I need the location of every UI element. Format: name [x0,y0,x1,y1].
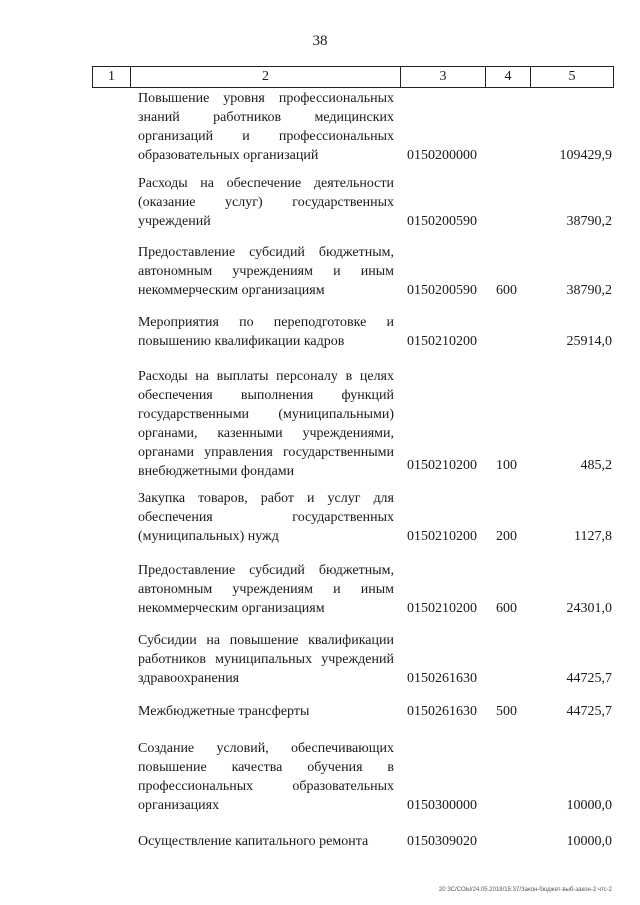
row-amount: 1127,8 [574,529,612,544]
row-name: Закупка товаров, работ и услуг для обеспечения государственных (муниципальных) нужд [138,491,394,544]
table-row [138,174,612,231]
table-row [138,561,612,618]
row-code: 0150309020 [407,834,477,849]
header-col-2: 2 [131,67,401,87]
row-code: 0150300000 [407,798,477,813]
row-amount: 10000,0 [566,834,612,849]
row-name: Мероприятия по переподготовке и повышению квалификации кадров [138,315,394,349]
row-code: 0150200590 [407,283,477,298]
row-code: 0150200000 [407,148,477,163]
row-vr: 600 [496,601,517,616]
row-amount: 485,2 [580,458,612,473]
row-name: Предоставление субсидий бюджетным, автономным учреждениям и иным некоммерческим организациям [138,245,394,298]
row-vr: 100 [496,458,517,473]
row-code: 0150210200 [407,529,477,544]
row-amount: 109429,9 [559,148,612,163]
row-name: Создание условий, обеспечивающих повышение качества обучения в профессиональных образовательных организациях [138,741,394,813]
table-row [138,243,612,300]
table-header-row [92,66,614,88]
row-code: 0150210200 [407,334,477,349]
row-code: 0150210200 [407,458,477,473]
row-name: Межбюджетные трансферты [138,704,310,719]
table-row [138,89,612,165]
row-code: 0150261630 [407,704,477,719]
table-row [138,702,612,721]
row-name: Предоставление субсидий бюджетным, автономным учреждениям и иным некоммерческим организациям [138,563,394,616]
row-code: 0150210200 [407,601,477,616]
row-amount: 38790,2 [566,283,612,298]
row-amount: 38790,2 [566,214,612,229]
row-vr: 600 [496,283,517,298]
header-col-4: 4 [486,67,531,87]
row-vr: 200 [496,529,517,544]
row-name: Повышение уровня профессиональных знаний работников медицинских организаций и профессиональных образовательных организаций [138,91,394,163]
row-amount: 10000,0 [566,798,612,813]
table-row [138,631,612,688]
page-number: 38 [312,33,328,49]
table-row [138,489,612,546]
row-name: Субсидии на повышение квалификации работников муниципальных учреждений здравоохранения [138,633,394,686]
row-amount: 44725,7 [566,704,612,719]
table-row [138,367,612,479]
header-col-3: 3 [401,67,486,87]
table-row [138,313,612,351]
row-vr: 500 [496,704,517,719]
header-col-5: 5 [568,69,576,84]
row-amount: 24301,0 [566,601,612,616]
table-row [138,832,612,851]
row-name: Осуществление капитального ремонта [138,834,369,849]
row-amount: 25914,0 [566,334,612,349]
row-code: 0150200590 [407,214,477,229]
row-code: 0150261630 [407,671,477,686]
table-row [138,739,612,815]
row-name: Расходы на обеспечение деятельности (оказание услуг) государственных учреждений [138,176,394,229]
header-col-1: 1 [93,67,131,87]
row-amount: 44725,7 [566,671,612,686]
row-name: Расходы на выплаты персоналу в целях обеспечения выполнения функций государственными (муниципальными) органами, казенными учреждениями, органами управления государственными внебюджетными фондами [138,369,394,479]
footer-stamp: 20 ЗС/СОЫ/24.05.2018/15:37/Закон-бюджет-выб-закон-2 чтс-2 [438,887,612,893]
